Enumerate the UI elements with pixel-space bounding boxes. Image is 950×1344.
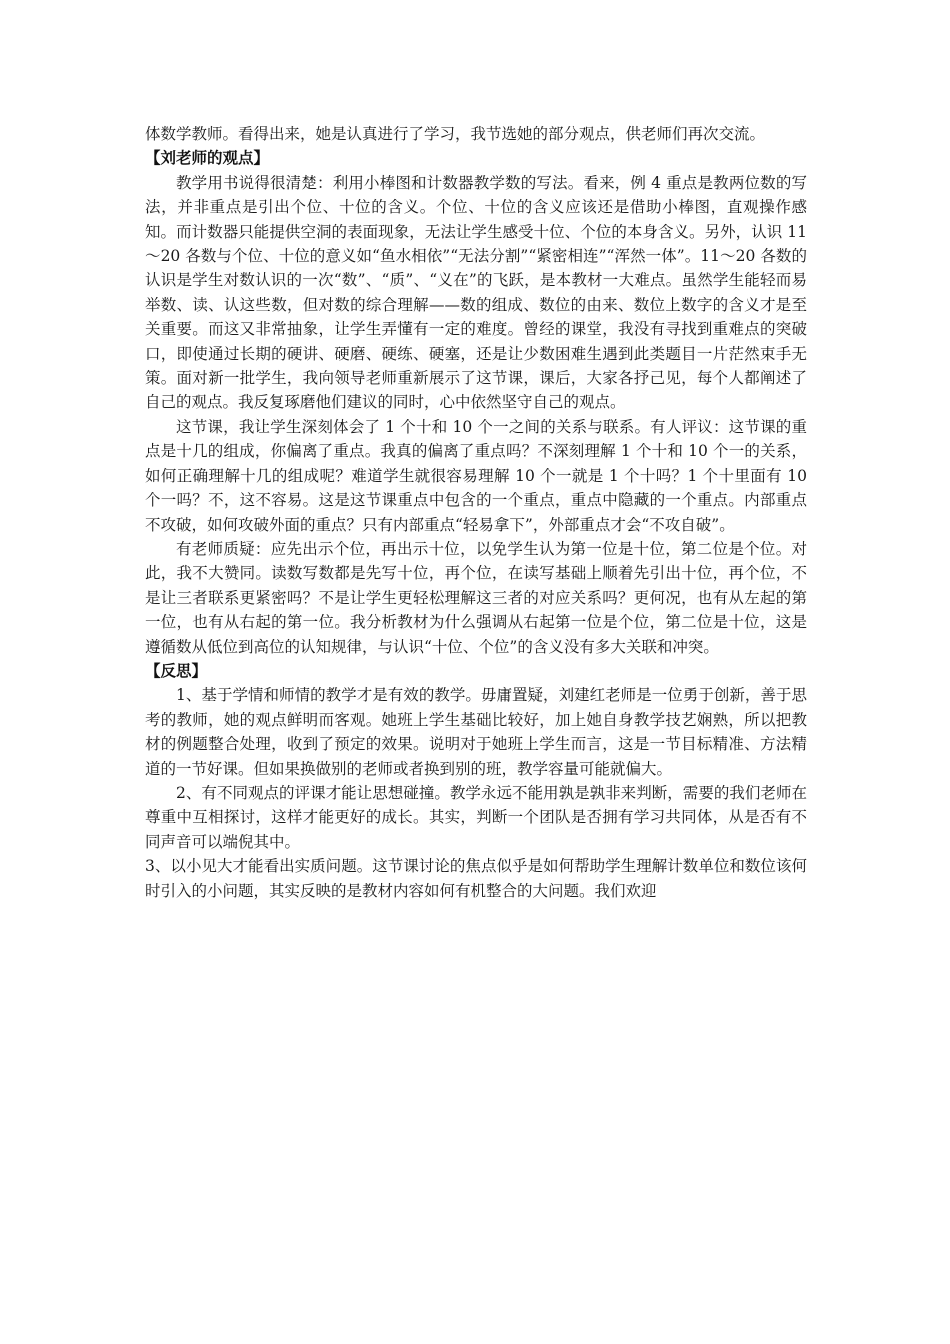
paragraph-reflection-3: 3、以小见大才能看出实质问题。这节课讨论的焦点似乎是如何帮助学生理解计数单位和数位该何时引入的小问题，其实反映的是教材内容如何有机整合的大问题。我们欢迎 [145,857,807,900]
section-heading-liu: 【刘老师的观点】 [145,149,270,168]
paragraph-reflection-1: 1、基于学情和师情的教学才是有效的教学。毋庸置疑，刘建红老师是一位勇于创新，善于思考的教师，她的观点鲜明而客观。她班上学生基础比较好，加上她自身教学技艺娴熟，所以把教材的例题整合处理，收到了预定的效果。说明对于她班上学生而言，这是一节目标精准、方法精道的一节好课。但如果换做别的老师或者换到别的班，教学容量可能就偏大。 [145,686,807,778]
paragraph-liu-2: 这节课，我让学生深刻体会了 1 个十和 10 个一之间的关系与联系。有人评议：这节课的重点是十几的组成，你偏离了重点。我真的偏离了重点吗？不深刻理解 1 个十和 10 个一的关系，如何正确理解十几的组成呢？难道学生就很容易理解 10 个一就是 1 个十吗？1 个十里面有 10 个一吗？不，这不容易。这是这节课重点中包含的一个重点，重点中隐藏的一个重点。内部重点不攻破，如何攻破外面的重点？只有内部重点“轻易拿下”，外部重点才会“不攻自破”。 [145,417,807,534]
paragraph-liu-1: 教学用书说得很清楚：利用小棒图和计数器教学数的写法。看来，例 4 重点是教两位数的写法，并非重点是引出个位、十位的含义。个位、十位的含义应该还是借助小棒图，直观操作感知。而计数器只能提供空洞的表面现象，无法让学生感受十位、个位的本身含义。另外，认识 11～20 各数与个位、十位的意义如“鱼水相依”“无法分割”“紧密相连”“浑然一体”。11～20 各数的认识是学生对数认识的一次“数”、“质”、“义在”的飞跃，是本教材一大难点。虽然学生能轻而易举数、读、认这些数，但对数的综合理解——数的组成、数位的由来、数位上数字的含义才是至关重要。而这又非常抽象，让学生弄懂有一定的难度。曾经的课堂，我没有寻找到重难点的突破口，即使通过长期的硬讲、硬磨、硬练、硬塞，还是让少数困难生遇到此类题目一片茫然束手无策。面对新一批学生，我向领导老师重新展示了这节课，课后，大家各抒己见，每个人都阐述了自己的观点。我反复琢磨他们建议的同时，心中依然坚守自己的观点。 [145,173,807,412]
paragraph-reflection-2: 2、有不同观点的评课才能让思想碰撞。教学永远不能用孰是孰非来判断，需要的我们老师在尊重中互相探讨，这样才能更好的成长。其实，判断一个团队是否拥有学习共同体，从是否有不同声音可以端倪其中。 [145,783,807,851]
section-heading-reflection: 【反思】 [145,661,208,680]
intro-line: 体数学教师。看得出来，她是认真进行了学习，我节选她的部分观点，供老师们再次交流。 [145,125,766,143]
paragraph-liu-3: 有老师质疑：应先出示个位，再出示十位，以免学生认为第一位是十位，第二位是个位。对此，我不大赞同。读数写数都是先写十位，再个位，在读写基础上顺着先引出十位，再个位，不是让三者联系更紧密吗？不是让学生更轻松理解这三者的对应关系吗？更何况，也有从左起的第一位，也有从右起的第一位。我分析教材为什么强调从右起第一位是个位，第二位是十位，这是遵循数从低位到高位的认知规律，与认识“十位、个位”的含义没有多大关联和冲突。 [145,539,807,656]
document-body [145,122,807,903]
